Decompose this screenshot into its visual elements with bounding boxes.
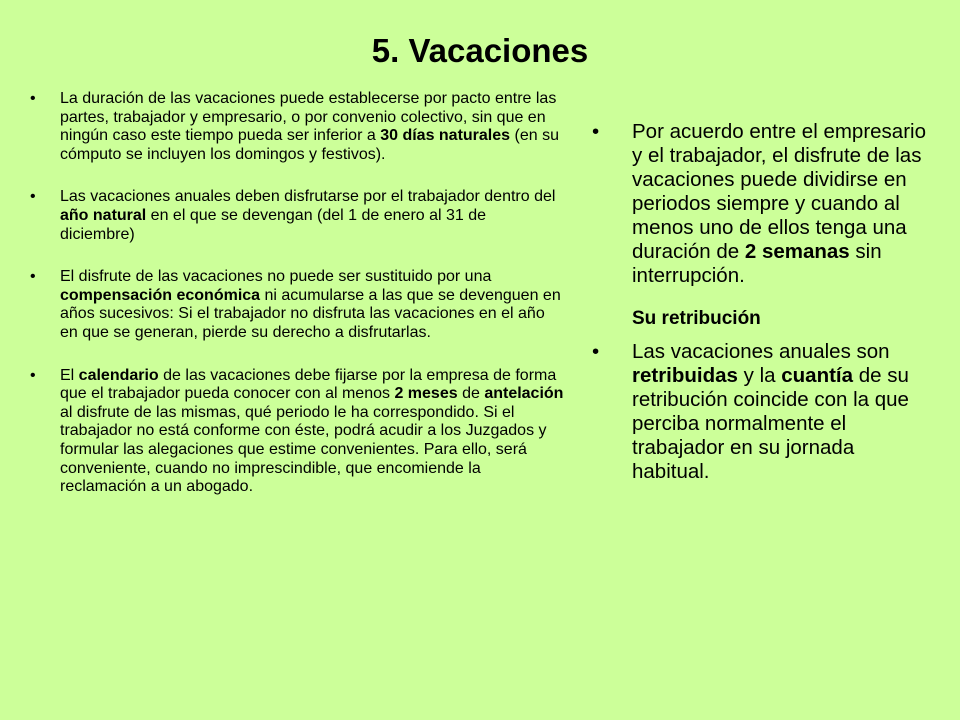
bold-text: 2 semanas — [744, 240, 850, 263]
right-bullet-2 — [592, 340, 932, 484]
left-bullet-1 — [30, 90, 565, 164]
left-bullet-list — [30, 90, 565, 521]
right-bullet-1 — [592, 120, 932, 288]
text-run: de su retribución coincide con la que perciba normalmente el trabajador en su jornada habitual. — [632, 364, 909, 483]
bold-text: antelación — [484, 385, 564, 403]
left-bullet-2 — [30, 188, 565, 244]
text-run: al disfrute de las mismas, qué periodo le ha correspondido. Si el trabajador no está conforme con éste, podrá acudir a los Juzgados y formular las alegaciones que estime convenientes. Para ello, será conveniente, cuando no imprescindible, que encomiende la reclamación a un abogado. — [60, 403, 547, 496]
subheading: Su retribución — [632, 308, 761, 329]
bold-text: calendario — [78, 366, 159, 384]
text-run: sin interrupción. — [632, 240, 882, 287]
bold-text: 2 meses — [394, 385, 458, 403]
text-run: El — [60, 366, 79, 384]
bold-text: cuantía — [781, 364, 854, 387]
text-run: El disfrute de las vacaciones no puede ser sustituido por una — [60, 268, 492, 286]
text-run: en el que se devengan (del 1 de enero al 31 de diciembre) — [60, 206, 487, 243]
text-run: de — [457, 385, 485, 403]
bold-text: 30 días naturales — [380, 127, 511, 145]
text-run: (en su cómputo se incluyen los domingos y festivos). — [60, 127, 559, 163]
right-column — [592, 120, 932, 484]
bold-text: retribuidas — [632, 364, 738, 387]
text-run: Las vacaciones anuales deben disfrutarse por el trabajador dentro del — [60, 188, 556, 206]
left-bullet-3 — [30, 268, 565, 342]
page-title: 5. Vacaciones — [371, 32, 589, 69]
bold-text: año natural — [60, 206, 147, 224]
text-run: de las vacaciones debe fijarse por la empresa de forma que el trabajador pueda conocer con al menos — [60, 366, 557, 403]
bold-text: compensación económica — [60, 286, 261, 304]
text-run: La duración de las vacaciones puede establecerse por pacto entre las partes, trabajador y empresario, o por convenio colectivo, sin que en ningún caso este tiempo pueda ser inferior a — [60, 90, 557, 145]
text-run: ni acumularse a las que se devenguen en años sucesivos: Si el trabajador no disfruta las vacaciones en el año en que se generan, pierde su derecho a disfrutarlas. — [60, 286, 561, 341]
text-run: Por acuerdo entre el empresario y el trabajador, el disfrute de las vacaciones puede dividirse en periodos siempre y cuando al menos uno de ellos tenga una duración de — [632, 120, 926, 263]
text-run: Las vacaciones anuales son — [632, 340, 890, 363]
text-run: y la — [737, 364, 782, 387]
left-bullet-4 — [30, 367, 565, 497]
